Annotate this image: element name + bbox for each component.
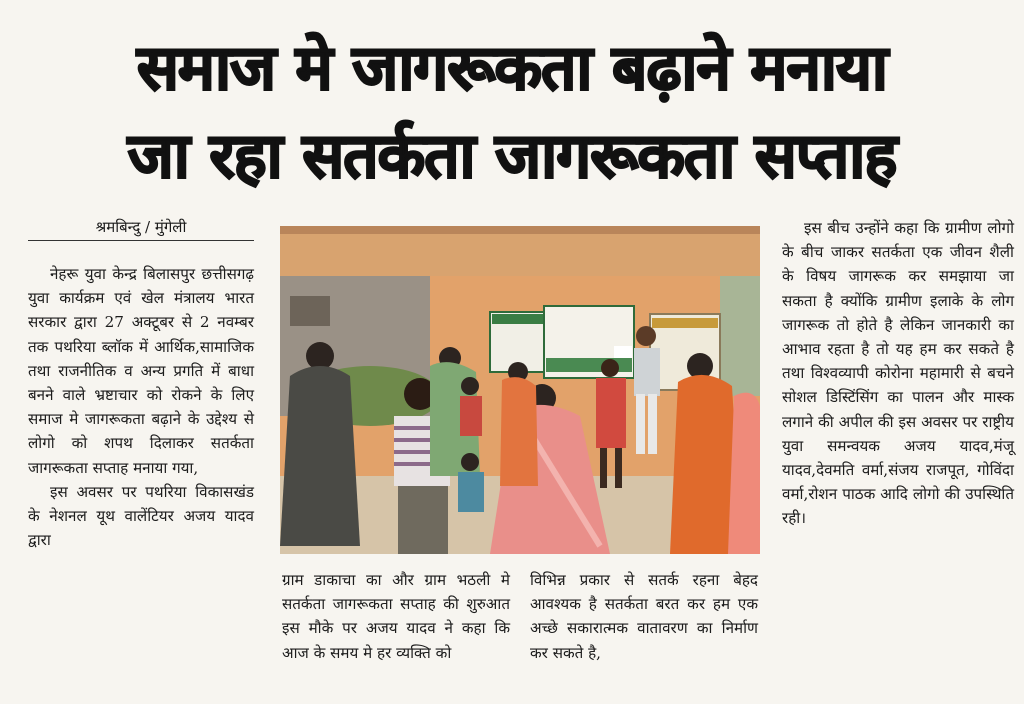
group-photo-illustration bbox=[280, 226, 760, 554]
column-3-paragraph: विभिन्न प्रकार से सतर्क रहना बेहद आवश्यक है सतर्कता बरत कर हम एक अच्छे सकारात्मक वातावरण का निर्माण कर सकते है, bbox=[530, 571, 758, 662]
article-column-3 bbox=[530, 568, 758, 665]
article-column-1 bbox=[28, 262, 254, 552]
column-2-paragraph: ग्राम डाकाचा का और ग्राम भठली मे सतर्कता जागरूकता सप्ताह की शुरुआत इस मौके पर अजय यादव ने कहा कि आज के समय मे हर व्यक्ति को bbox=[282, 571, 510, 662]
column-4-paragraph: इस बीच उन्होंने कहा कि ग्रामीण लोगो के बीच जाकर सतर्कता एक जीवन शैली के विषय जागरूक कर समझाया जा सकता है क्योंकि ग्रामीण इलाके के लोग जागरूक तो होते है लेकिन जानकारी का आभाव रहता है तो यह हम कर सकते है तथा विश्वव्यापी कोरोना महामारी से बचने सोशल डिस्टिंसिंग का पालन और मास्क लगाने की अपील की इस अवसर पर राष्ट्रीय युवा समन्वयक अजय यादव,मंजू यादव,देवमति वर्मा,संजय राजपूत, गोविंदा वर्मा,रोशन पाठक आदि लोगो की उपस्थिति रही। bbox=[782, 219, 1014, 528]
article-column-4 bbox=[782, 216, 1014, 531]
article-column-2 bbox=[282, 568, 510, 665]
group-photo bbox=[280, 226, 760, 554]
column-1-paragraph-1: नेहरू युवा केन्द्र बिलासपुर छत्तीसगढ़ युवा कार्यक्रम एवं खेल मंत्रालय भारत सरकार द्वारा 27 अक्टूबर से 2 नवम्बर तक पथरिया ब्लॉक में आर्थिक,सामाजिक तथा राजनीतिक व अन्य प्रगति में बाधा बनने वाले भ्रष्टाचार को रोकने के लिए समाज मे जागरूकता बढ़ाने के उद्देश्य से लोगो को शपथ दिलाकर सतर्कता जागरूकता सप्ताह मनाया गया, bbox=[28, 265, 254, 477]
column-1-paragraph-2: इस अवसर पर पथरिया विकासखंड के नेशनल यूथ वालेंटियर अजय यादव द्वारा bbox=[28, 482, 254, 550]
headline-line-1: समाज मे जागरूकता बढ़ाने मनाया bbox=[137, 31, 887, 104]
headline-line-2: जा रहा सतर्कता जागरूकता सप्ताह bbox=[127, 119, 897, 192]
byline: श्रमबिन्दु / मुंगेली bbox=[28, 216, 254, 241]
